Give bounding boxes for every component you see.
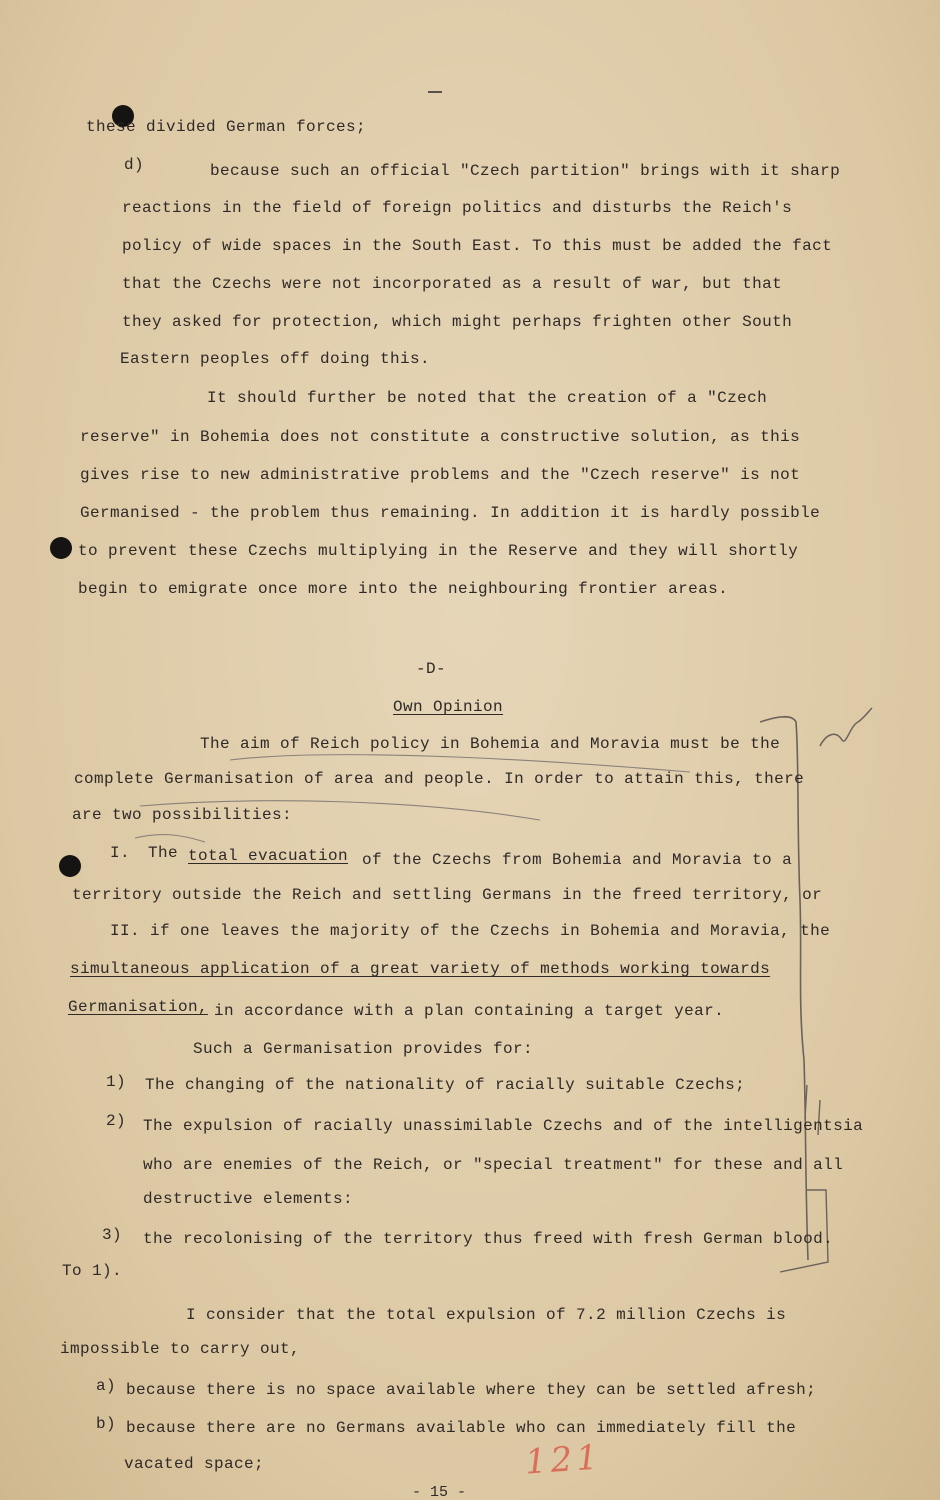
section-title: Own Opinion <box>393 698 504 716</box>
text-line: they asked for protection, which might perhaps frighten other South <box>122 313 793 331</box>
list-marker-d: d) <box>124 156 145 174</box>
page-number: - 15 - <box>412 1484 467 1500</box>
pencil-line-the <box>135 835 205 842</box>
list-marker-2: 2) <box>106 1112 127 1130</box>
text-line: because there are no Germans available who can immediately fill the <box>126 1419 797 1437</box>
text-line: The expulsion of racially unassimilable Czechs and of the intelligentsia <box>143 1117 864 1135</box>
text-line: I consider that the total expulsion of 7.2 million Czechs is <box>186 1306 787 1324</box>
text-line: The aim of Reich policy in Bohemia and Moravia must be the <box>200 735 781 753</box>
text-line: It should further be noted that the creation of a "Czech <box>207 389 768 407</box>
text-line: reactions in the field of foreign politics and disturbs the Reich's <box>122 199 793 217</box>
list-marker-a: a) <box>96 1377 117 1395</box>
section-marker: -D- <box>416 660 447 678</box>
underlined-phrase-methods: simultaneous application of a great variety of methods working towards <box>70 960 771 978</box>
list-marker-I: I. <box>110 844 131 862</box>
text-line: begin to emigrate once more into the neighbouring frontier areas. <box>78 580 729 598</box>
list-marker-1: 1) <box>106 1073 127 1091</box>
archive-stamp-number: 121 <box>523 1437 604 1483</box>
text-line: The changing of the nationality of racially suitable Czechs; <box>145 1076 746 1094</box>
text-line: are two possibilities: <box>72 806 293 824</box>
text-line: the recolonising of the territory thus freed with fresh German blood. <box>143 1230 834 1248</box>
text-line: Eastern peoples off doing this. <box>120 350 431 368</box>
text-line: Such a Germanisation provides for: <box>193 1040 534 1058</box>
list-marker-b: b) <box>96 1415 117 1433</box>
text-fragment: in accordance with a plan containing a target year. <box>214 1002 725 1020</box>
text-line: gives rise to new administrative problems and the "Czech reserve" is not <box>80 466 801 484</box>
underlined-word-germanisation: Germanisation, <box>68 998 209 1016</box>
underlined-phrase-total-evacuation: total evacuation <box>188 847 349 865</box>
text-line: To 1). <box>62 1262 123 1280</box>
text-line: vacated space; <box>124 1455 265 1473</box>
text-line: territory outside the Reich and settling Germans in the freed territory, or <box>72 886 823 904</box>
text-fragment: of the Czechs from Bohemia and Moravia to a <box>362 851 793 869</box>
text-line: to prevent these Czechs multiplying in the Reserve and they will shortly <box>78 542 799 560</box>
text-line: policy of wide spaces in the South East. To this must be added the fact <box>122 237 833 255</box>
text-line: destructive elements: <box>143 1190 354 1208</box>
text-line: Germanised - the problem thus remaining. In addition it is hardly possible <box>80 504 821 522</box>
text-line: who are enemies of the Reich, or "special treatment" for these and all <box>143 1156 844 1174</box>
text-line: these divided German forces; <box>86 118 367 136</box>
text-line: because such an official "Czech partition" brings with it sharp <box>210 162 841 180</box>
text-line: II. if one leaves the majority of the Czechs in Bohemia and Moravia, the <box>110 922 831 940</box>
text-line: reserve" in Bohemia does not constitute a constructive solution, as this <box>80 428 801 446</box>
text-line: impossible to carry out, <box>60 1340 301 1358</box>
text-fragment: The <box>148 844 179 862</box>
margin-initials-scribble <box>820 708 872 746</box>
text-line: complete Germanisation of area and people. In order to attain this, there <box>74 770 805 788</box>
text-line: that the Czechs were not incorporated as a result of war, but that <box>122 275 783 293</box>
list-marker-3: 3) <box>102 1226 123 1244</box>
text-line: because there is no space available where they can be settled afresh; <box>126 1381 817 1399</box>
margin-bracket-line <box>760 717 808 1260</box>
